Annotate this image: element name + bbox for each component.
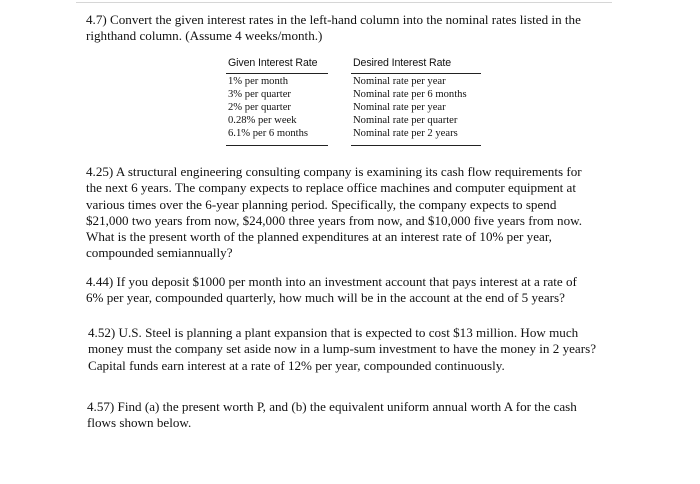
desired-rate-header: Desired Interest Rate [353,57,451,69]
desired-rate-cell: Nominal rate per year [353,102,446,114]
given-rate-cell: 3% per quarter [228,89,291,101]
given-rate-cell: 1% per month [228,76,289,87]
given-rate-header: Given Interest Rate [228,57,318,69]
desired-bottom-rule [351,145,481,146]
problem-4-7-text: 4.7) Convert the given interest rates in the left-hand column into the nominal rates listed in the righthand column. (Assume 4 weeks/month.) [86,12,581,44]
desired-rate-cell: Nominal rate per 2 years [353,128,458,140]
given-bottom-rule [226,145,328,146]
problem-4-57-text: 4.57) Find (a) the present worth P, and (b) the equivalent uniform annual worth A for the cash flows shown below. [87,399,577,431]
given-rate-cell: 6.1% per 6 months [228,128,309,140]
problem-4-52-text: 4.52) U.S. Steel is planning a plant expansion that is expected to cost $13 million. How much money must the company set aside now in a lump-sum investment to have the money in 2 years? Capital funds earn interest at a rate of 12% per year, compounded continuously. [88,325,597,373]
desired-header-rule [351,73,481,74]
given-header-rule [226,73,328,74]
given-rate-cell: 2% per quarter [228,102,291,114]
top-divider [76,2,612,3]
desired-rate-cell: Nominal rate per quarter [353,115,458,127]
given-rate-column [228,76,308,141]
problem-4-25-text: 4.25) A structural engineering consulting company is examining its cash flow requirements for the next 6 years. The company expects to replace office machines and computer equipment at various times over the 6-year planning period. Specifically, the company expects to spend $21,000 two years from now, $24,000 three years from now, and $10,000 five years from now. What is the present worth of the planned expenditures at an interest rate of 10% per year, compounded semiannually? [86,164,582,261]
desired-rate-column [353,76,467,141]
given-rate-cell: 0.28% per week [228,115,297,127]
desired-rate-cell: Nominal rate per 6 months [353,89,467,101]
problem-4-44-text: 4.44) If you deposit $1000 per month into an investment account that pays interest at a rate of 6% per year, compounded quarterly, how much will be in the account at the end of 5 years? [86,274,577,306]
desired-rate-cell: Nominal rate per year [353,76,446,87]
